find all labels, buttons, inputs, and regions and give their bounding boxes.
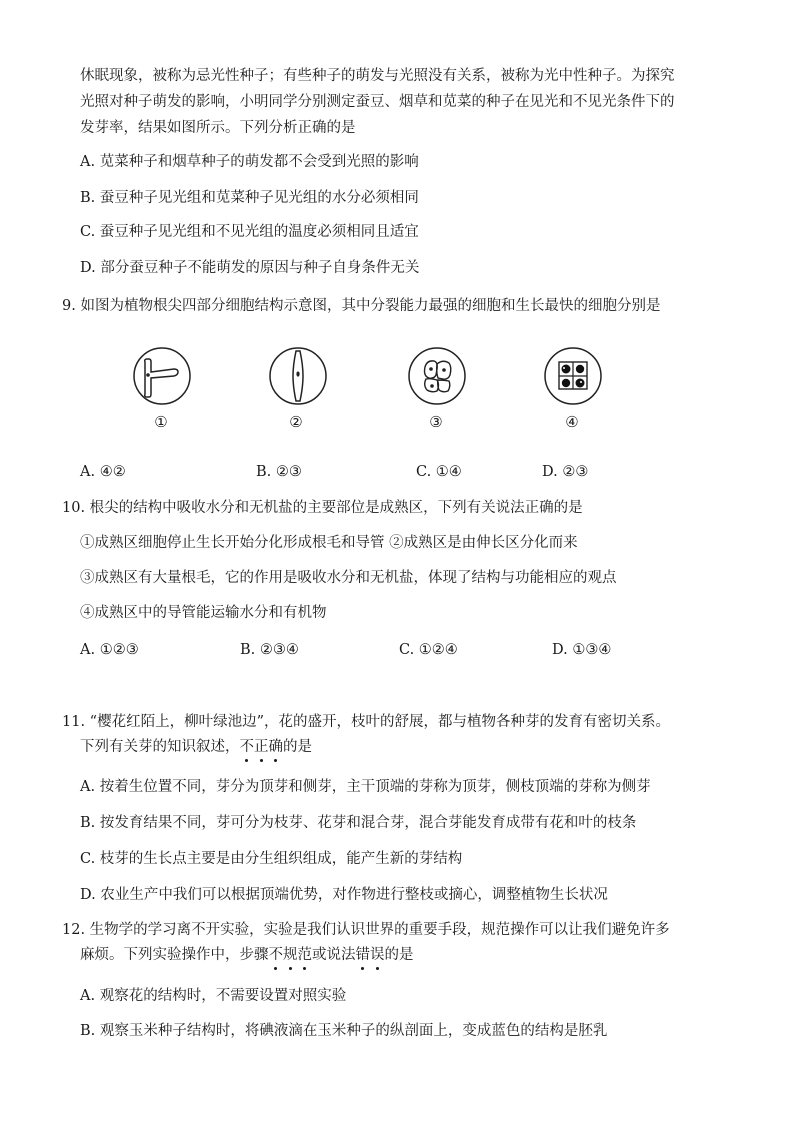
- figure-label-1: ①: [154, 413, 168, 431]
- q9-stem: 9. 如图为植物根尖四部分细胞结构示意图，其中分裂能力最强的细胞和生长最快的细胞分别是: [62, 298, 661, 314]
- root-cell-figure-3: [407, 345, 467, 407]
- q8-option-d: D. 部分蚕豆种子不能萌发的原因与种子自身条件无关: [80, 260, 420, 276]
- root-cell-figure-1: [132, 345, 192, 407]
- q9-option-a: A. ④②: [80, 464, 126, 480]
- emphasis-char: 不: [239, 739, 254, 755]
- q11-option-d: D. 农业生产中我们可以根据顶端优势，对作物进行整枝或摘心，调整植物生长状况: [80, 887, 608, 903]
- emphasis-char: 误: [370, 947, 385, 963]
- q11-stem-text: 下列有关芽的知识叙述，: [80, 739, 240, 755]
- intro-line-3: 发芽率，结果如图所示。下列分析正确的是: [80, 120, 356, 136]
- q11-option-a: A. 按着生位置不同，芽分为顶芽和侧芽，主干顶端的芽称为顶芽，侧枝顶端的芽称为侧芽: [80, 779, 651, 795]
- q8-option-b: B. 蚕豆种子见光组和苋菜种子见光组的水分必须相同: [80, 190, 419, 206]
- q12-option-a: A. 观察花的结构时，不需要设置对照实验: [80, 988, 347, 1004]
- q11-option-c: C. 枝芽的生长点主要是由分生组织组成，能产生新的芽结构: [80, 851, 463, 867]
- q11-stem-text-end: 的是: [283, 739, 312, 755]
- q10-statement-4: ④成熟区中的导管能运输水分和有机物: [80, 605, 327, 621]
- q9-option-c: C. ①④: [416, 464, 462, 480]
- q10-statement-1-2: ①成熟区细胞停止生长开始分化形成根毛和导管 ②成熟区是由伸长区分化而来: [80, 535, 578, 551]
- emphasis-char: 正: [254, 739, 269, 755]
- q10-option-a: A. ①②③: [80, 642, 139, 658]
- q11-stem-line-2: [80, 737, 312, 757]
- emphasis-char: 错: [355, 947, 370, 963]
- q9-option-b: B. ②③: [256, 464, 302, 480]
- root-cell-figure-4: [543, 345, 603, 407]
- root-cell-figure-2: [268, 345, 328, 407]
- figure-label-3: ③: [429, 413, 443, 431]
- q10-option-b: B. ②③④: [240, 642, 299, 658]
- q9-option-d: D. ②③: [542, 464, 589, 480]
- q11-stem-line-1: 11. “樱花红陌上，柳叶绿池边”，花的盛开，枝叶的舒展，都与植物各种芽的发育有密切关系。: [62, 714, 670, 730]
- intro-line-2: 光照对种子萌发的影响，小明同学分别测定蚕豆、烟草和苋菜的种子在见光和不见光条件下的: [80, 94, 675, 110]
- emphasis-char: 不: [268, 947, 283, 963]
- emphasis-char: 规: [283, 947, 298, 963]
- q12-stem-line-2: [80, 945, 414, 965]
- q8-option-c: C. 蚕豆种子见光组和不见光组的温度必须相同且适宜: [80, 224, 419, 240]
- q10-stem: 10. 根尖的结构中吸收水分和无机盐的主要部位是成熟区，下列有关说法正确的是: [62, 500, 583, 516]
- q8-option-a: A. 苋菜种子和烟草种子的萌发都不会受到光照的影响: [80, 154, 419, 170]
- q10-option-c: C. ①②④: [399, 642, 458, 658]
- q12-stem-text: 麻烦。下列实验操作中，步骤: [80, 947, 269, 963]
- emphasis-char: 确: [268, 739, 283, 755]
- intro-line-1: 休眠现象，被称为忌光性种子；有些种子的萌发与光照没有关系，被称为光中性种子。为探究: [80, 68, 675, 84]
- figure-label-4: ④: [565, 413, 579, 431]
- q12-stem-line-1: 12. 生物学的学习离不开实验，实验是我们认识世界的重要手段，规范操作可以让我们避免许多: [62, 922, 670, 938]
- figure-label-2: ②: [289, 413, 303, 431]
- q12-stem-text-mid: 或说法: [312, 947, 356, 963]
- q11-option-b: B. 按发育结果不同，芽可分为枝芽、花芽和混合芽，混合芽能发育成带有花和叶的枝条: [80, 815, 637, 831]
- emphasis-char: 范: [297, 947, 312, 963]
- q10-statement-3: ③成熟区有大量根毛，它的作用是吸收水分和无机盐，体现了结构与功能相应的观点: [80, 570, 617, 586]
- q12-stem-text-end: 的是: [384, 947, 414, 963]
- q10-option-d: D. ①③④: [552, 642, 612, 658]
- q12-option-b: B. 观察玉米种子结构时，将碘液滴在玉米种子的纵剖面上，变成蓝色的结构是胚乳: [80, 1023, 608, 1039]
